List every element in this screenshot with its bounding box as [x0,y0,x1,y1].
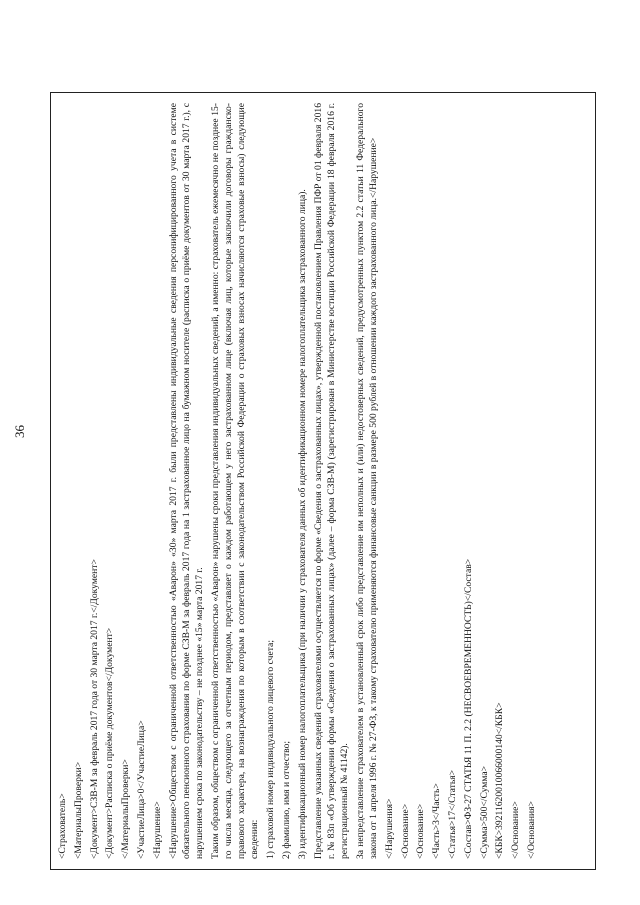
text-line: <Сумма>500</Сумма> [478,765,490,859]
text-line: </Основания> [525,801,537,859]
rotated-content [51,93,597,871]
text-line: <МатериалыПроверки> [72,761,84,859]
text-line: 2) фамилию, имя и отчество; [280,740,292,859]
text-line: <Нарушение> [151,801,163,859]
text-line: <Документ>Расписка о приёме документов</Документ> [104,627,116,859]
text-line: <Документ>СЗВ-М за февраль 2017 года от 30 марта 2017 г.</Документ> [88,559,100,859]
text-line: </Основание> [510,801,522,859]
text-line: <УчастиеЛица>0</УчастиеЛица> [135,720,147,859]
text-paragraph: Представление указанных сведений страхователями осуществляется по форме «Сведения о застрахованных лицах», утвержденной постановлением Правления ПФР от 01 февраля 2016 г. № 83п «Об утверждении формы «Сведения о застрахованных лицах» (далее – форма СЗВ-М) (зарегистрирован в Министерстве юстиции Российской Федерации 18 февраля 2016 г. регистрационный № 41142). [312,103,350,859]
text-paragraph: За непредставление страхователем в установленный срок либо представление им неполных и (или) недостоверных сведений, предусмотренных пунктом 2.2 статьи 11 Федерального закона от 1 апреля 1996 г. № 27-ФЗ, к такому страхователю применяются финансовые санкции в размере 500 рублей в отношении каждого застрахованного лица.</Нарушение> [354,103,379,859]
document-body [51,93,547,871]
text-line: <КБК>39211620010066000140</КБК> [494,702,506,859]
text-line: <Страхователь> [57,793,68,859]
text-line: <Часть>3</Часть> [431,783,443,859]
document-frame [50,92,596,870]
text-line: <Статья>17</Статья> [446,769,458,859]
text-paragraph: <Нарушение>Обществом с ограниченной ответственностью «Аварон» «30» марта 2017 г. были представлены индивидуальные сведения персонифицированного учета в системе обязательного пенсионного страхования по форме СЗВ-М за февраль 2017 года на 1 застрахованное лицо на бумажном носителе (расписка о приёме документов от 30 марта 2017 г.), с нарушением срока по законодательству – не позднее «15» марта 2017 г. [167,103,205,859]
text-line: <Основание> [399,803,411,859]
text-paragraph: Таким образом, обществом с ограниченной ответственностью «Аварон» нарушены сроки представления индивидуальных сведений, а именно: страхователь ежемесячно не позднее 15-го числа месяца, следующего за отчетным периодом, представляет о каждом работающем у него застрахованном лице (включая лиц, которые заключили договоры гражданско-правового характера, на вознаграждения по которым в соответствии с законодательством Российской Федерации о страховых взносах начисляются страховые взносы) следующие сведения: [209,103,261,859]
text-line: </Нарушения> [383,798,395,859]
text-line: 1) страховой номер индивидуального лицевого счета; [265,640,277,859]
text-paragraph: 3) идентификационный номер налогоплательщика (при наличии у страхователя данных об идентификационном номере налогоплательщика застрахованного лица). [296,189,308,859]
text-line: </МатериалыПроверки> [120,759,132,859]
page-number: 36 [12,425,27,438]
text-line: <Состав>ФЗ-27 СТАТЬЯ 11 П. 2.2 (НЕСВОЕВРЕМЕННОСТЬ)</Состав> [462,558,474,859]
text-line: <Основание> [415,803,427,859]
